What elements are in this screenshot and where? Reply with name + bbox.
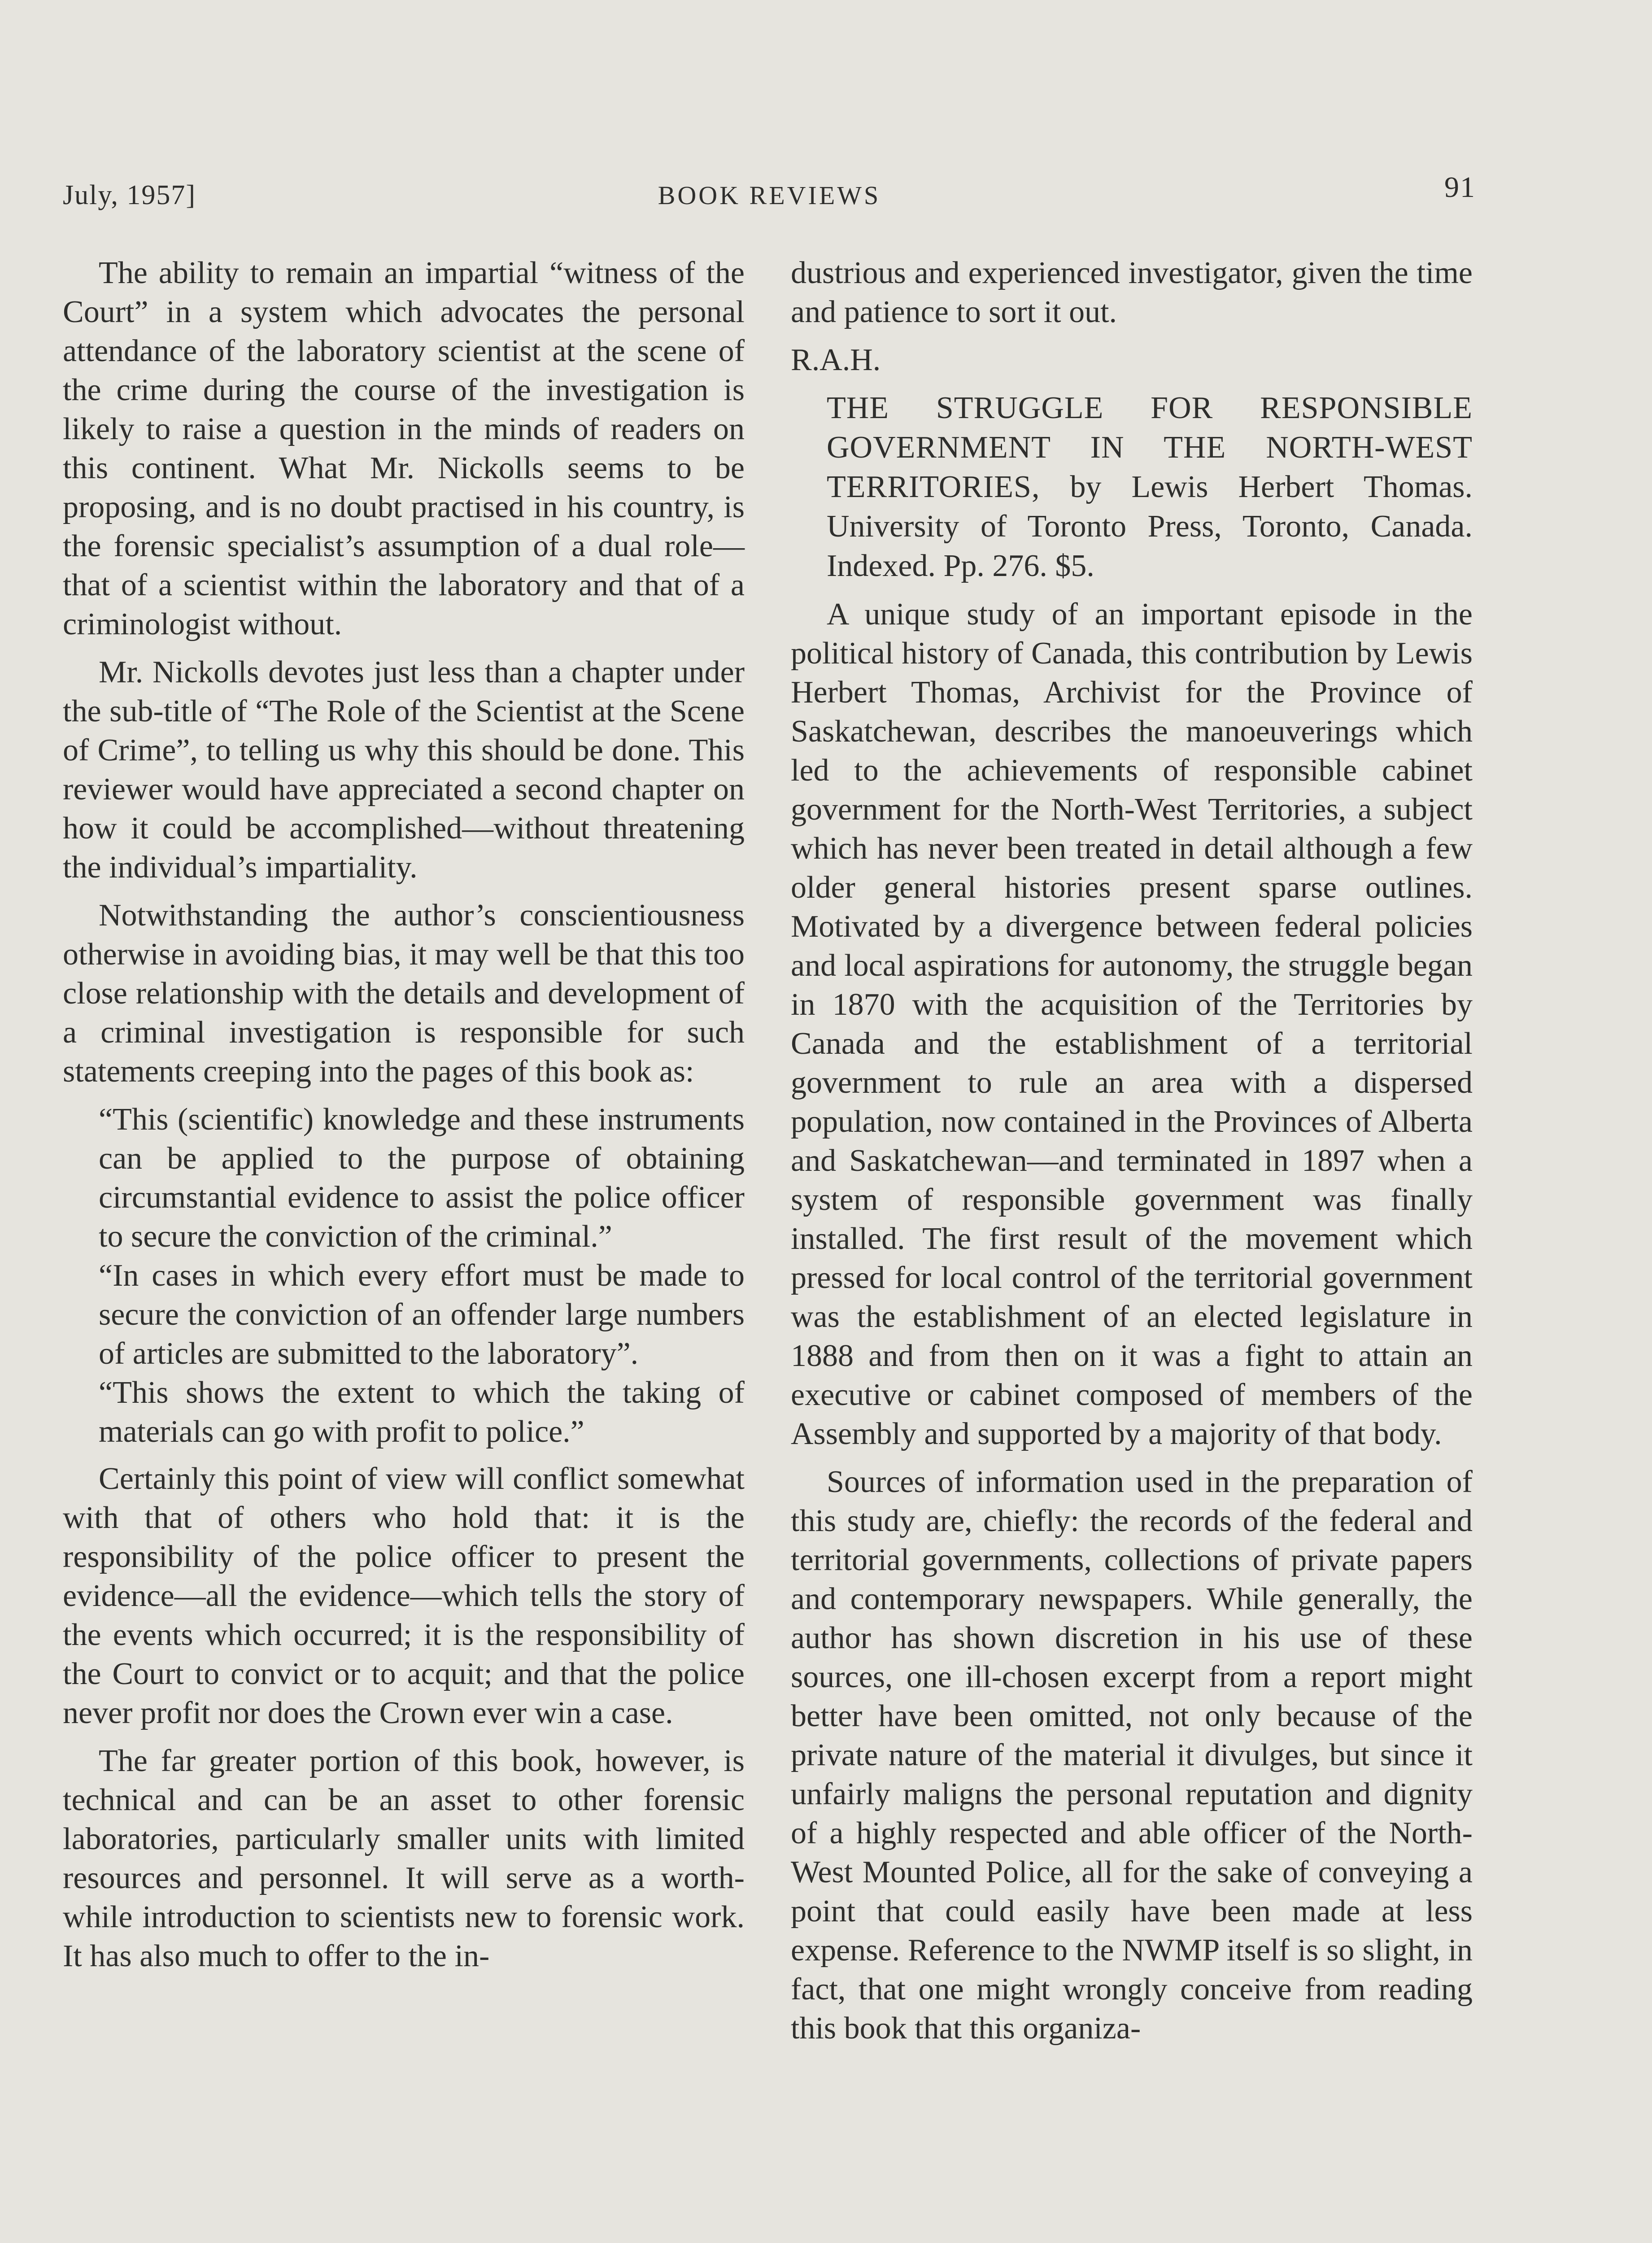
quotation: “In cases in which every effort must be made to secure the conviction of an offender large numbers of articles are submitted to the laboratory”.	[99, 1258, 745, 1371]
running-head	[63, 171, 1476, 220]
quotation: “This (scientific) knowledge and these instruments can be applied to the purpose of obtaining circumstantial evidence to assist the police officer to secure the conviction of the criminal.”	[99, 1102, 745, 1254]
paragraph-continuation: dustrious and experienced investigator, given the time and patience to sort it out.	[791, 256, 1473, 329]
right-column	[791, 253, 1473, 2057]
paragraph: Notwithstanding the author’s conscientiousness otherwise in avoiding bias, it may well be that this too close relationship with the details and development of a criminal investigation is responsible for such statements creeping into the pages of this book as:	[63, 898, 745, 1089]
paragraph: Sources of information used in the preparation of this study are, chiefly: the records of the federal and territorial governments, collections of private papers and contemporary newspapers. While generally, the author has shown discretion in his use of these sources, one ill-chosen excerpt from a report might better have been omitted, not only because of the private nature of the material it divulges, but since it unfairly maligns the personal reputation and dignity of a highly respected and able officer of the North-West Mounted Police, all for the sake of conveying a point that could easily have been made at less expense. Reference to the NWMP itself is so slight, in fact, that one might wrongly conceive from reading this book that this organiza-	[791, 1465, 1473, 2046]
paragraph: Certainly this point of view will conflict somewhat with that of others who hold that: it is the responsibility of the police officer to present the evidence—all the evidence—which tells the story of the events which occurred; it is the responsibility of the Court to convict or to acquit; and that the police never profit nor does the Crown ever win a case.	[63, 1462, 745, 1730]
quotation-block	[99, 1100, 745, 1451]
paragraph: The far greater portion of this book, however, is technical and can be an asset to other forensic laboratories, particularly smaller units with limited resources and personnel. It will serve as a worth-while introduction to scientists new to forensic work. It has also much to offer to the in-	[63, 1744, 745, 1973]
quotation: “This shows the extent to which the taking of materials can go with profit to police.”	[99, 1375, 745, 1449]
paragraph: The ability to remain an impartial “witness of the Court” in a system which advocates the personal attendance of the laboratory scientist at the scene of the crime during the course of the investigation is likely to raise a question in the minds of readers on this continent. What Mr. Nickolls seems to be proposing, and is no doubt practised in his country, is the forensic specialist’s assumption of a dual role—that of a scientist within the laboratory and that of a criminologist without.	[63, 256, 745, 641]
review-heading	[791, 388, 1473, 586]
section-title: BOOK REVIEWS	[658, 181, 881, 210]
book-details: by Lewis Herbert Thomas. University of Toronto Press, Toronto, Canada. Indexed. Pp. 276. $5.	[827, 470, 1473, 583]
paragraph: Mr. Nickolls devotes just less than a chapter under the sub-title of “The Role of the Scientist at the Scene of Crime”, to telling us why this should be done. This reviewer would have appreciated a second chapter on how it could be accomplished—without threatening the individual’s impartiality.	[63, 655, 745, 885]
left-column	[63, 253, 745, 1985]
book-title: THE STRUGGLE FOR RESPONSIBLE GOVERNMENT IN THE NORTH-WEST TERRITORIES,	[827, 391, 1473, 504]
issue-date: July, 1957]	[63, 180, 196, 210]
page-number: 91	[1444, 171, 1476, 204]
reviewer-signature: R.A.H.	[791, 343, 881, 377]
paragraph: A unique study of an important episode in the political history of Canada, this contribution by Lewis Herbert Thomas, Archivist for the Province of Saskatchewan, describes the manoeuverings which led to the achievements of responsible cabinet government for the North-West Territories, a subject which has never been treated in detail although a few older general histories present sparse outlines. Motivated by a divergence between federal policies and local aspirations for autonomy, the struggle began in 1870 with the acquisition of the Territories by Canada and the establishment of a territorial government to rule an area with a dispersed population, now contained in the Provinces of Alberta and Saskatchewan—and terminated in 1897 when a system of responsible government was finally installed. The first result of the movement which pressed for local control of the territorial government was the establishment of an elected legislature in 1888 and from then on it was a fight to attain an executive or cabinet composed of members of the Assembly and supported by a majority of that body.	[791, 597, 1473, 1451]
